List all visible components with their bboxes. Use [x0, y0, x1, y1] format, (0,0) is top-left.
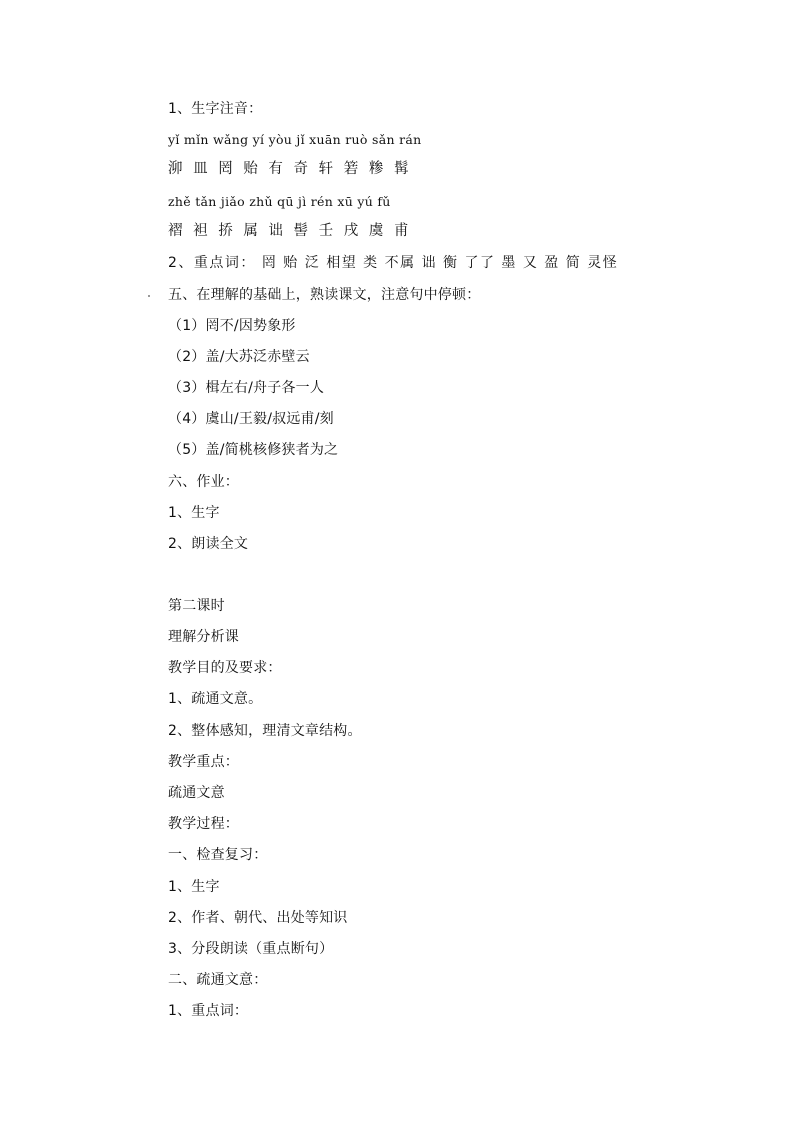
explain-heading: 二、疏通文意：	[168, 972, 268, 988]
objective-item-2: 2、整体感知，理清文章结构。	[168, 723, 362, 739]
section-vocab-heading: 1、生字注音：	[168, 101, 263, 117]
pinyin-line-2: zhě tǎn jiǎo zhǔ qū jì rén xū yú fǔ	[168, 194, 391, 209]
homework-item-1: 1、生字	[168, 505, 220, 521]
review-item-3: 3、分段朗读（重点断句）	[168, 941, 334, 957]
characters-line-1: 泖 皿 罔 贻 有 奇 轩 箬 糁 髯	[168, 161, 412, 177]
section-five-heading: 五、在理解的基础上，熟读课文，注意句中停顿：	[168, 287, 481, 303]
pause-item-3: （3）楫左右/舟子各一人	[168, 380, 325, 396]
focus-heading: 教学重点：	[168, 754, 239, 770]
focus-item: 疏通文意	[168, 785, 225, 801]
objective-item-1: 1、疏通文意。	[168, 691, 263, 707]
pause-item-1: （1）罔不/因势象形	[168, 318, 296, 334]
section-six-heading: 六、作业：	[168, 474, 239, 490]
review-heading: 一、检查复习：	[168, 847, 268, 863]
pause-item-5: （5）盖/简桃核修狭者为之	[168, 442, 339, 458]
stray-dot	[148, 295, 150, 297]
characters-line-2: 褶 袒 挢 属 诎 髻 壬 戌 虞 甫	[168, 223, 412, 239]
process-heading: 教学过程：	[168, 816, 239, 832]
key-words-line: 2、重点词： 罔 贻 泛 相望 类 不属 诎 衡 了了 墨 又 盈 简 灵怪	[168, 255, 619, 271]
review-item-2: 2、作者、朝代、出处等知识	[168, 910, 348, 926]
objectives-heading: 教学目的及要求：	[168, 660, 282, 676]
pause-item-4: （4）虞山/王毅/叔远甫/刻	[168, 411, 334, 427]
lesson-type: 理解分析课	[168, 629, 239, 645]
pause-item-2: （2）盖/大苏泛赤壁云	[168, 349, 310, 365]
explain-item-1: 1、重点词：	[168, 1003, 249, 1019]
homework-item-2: 2、朗读全文	[168, 536, 249, 552]
review-item-1: 1、生字	[168, 879, 220, 895]
second-lesson-title: 第二课时	[168, 598, 225, 614]
pinyin-line-1: yǐ mǐn wǎng yí yòu jǐ xuān ruò sǎn rán	[168, 132, 422, 147]
